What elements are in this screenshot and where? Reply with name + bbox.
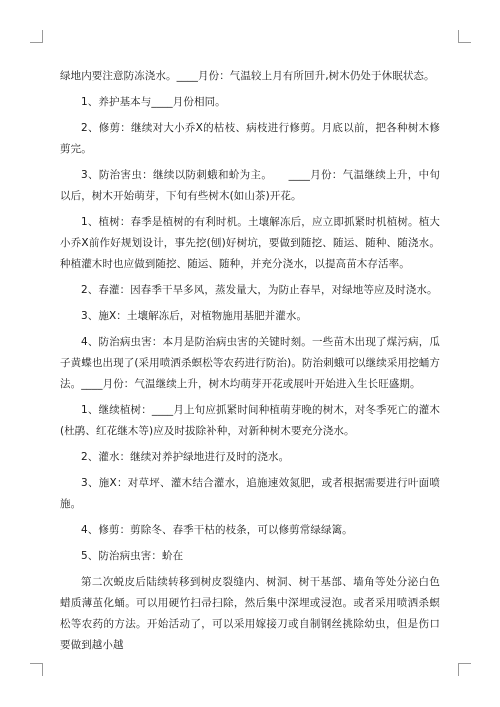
paragraph-continuation: 绿地内要注意防冻浇水。____月份：气温较上月有所回升,树木仍处于休眠状态。 bbox=[60, 70, 435, 82]
paragraph-item: 1、继续植树：____月上旬应抓紧时间种植萌芽晚的树木，对冬季死亡的灌木(杜鹃、红花继木等)应及时拔除补种，对新种树木要充分浇水。 bbox=[60, 404, 440, 437]
paragraph-item: 5、防治病虫害：蚧在 bbox=[81, 550, 184, 562]
paragraph-item: 3、防治害虫：继续以防刺蛾和蚧为主。 ____月份：气温继续上升，中旬以后，树木开始萌芽，下旬有些树木(如山茶)开花。 bbox=[60, 169, 440, 202]
paragraph-item: 4、防治病虫害：本月是防治病虫害的关键时刻。一些苗木出现了煤污病，瓜子黄蝶也出现了(采用喷洒杀螟松等农药进行防治)。防治刺蛾可以继续采用挖蛹方法。____月份：气温继续上升，树木均萌芽开花或展叶开始进入生长旺盛期。 bbox=[60, 336, 440, 390]
paragraph-item: 3、施X：对草坪、灌木结合灌水，追施速效氮肥，或者根据需要进行叶面喷施。 bbox=[60, 477, 440, 510]
paragraph-item: 2、灌水：继续对养护绿地进行及时的浇水。 bbox=[81, 451, 290, 463]
document-body bbox=[60, 66, 440, 661]
paragraph-item: 1、植树：春季是植树的有利时机。土壤解冻后，应立即抓紧时机植树。植大小乔X前作好规划设计，事先挖(刨)好树坑，要做到随挖、随运、随种、随浇水。种植灌木时也应做到随挖、随运、随种，并充分浇水，以提高苗木存活率。 bbox=[60, 216, 440, 270]
crop-mark-top-left bbox=[30, 30, 43, 43]
paragraph-item: 4、修剪：剪除冬、春季干枯的枝条，可以修剪常绿绿篱。 bbox=[81, 524, 353, 536]
crop-mark-top-right bbox=[458, 30, 471, 43]
paragraph-item: 2、春灌：因春季干旱多风，蒸发量大，为防止春旱，对绿地等应及时浇水。 bbox=[81, 284, 438, 296]
crop-mark-bottom-left bbox=[30, 663, 43, 676]
paragraph-item: 3、施X：土壤解冻后，对植物施用基肥并灌水。 bbox=[81, 310, 308, 322]
paragraph-item: 2、修剪：继续对大小乔X的枯枝、病枝进行修剪。月底以前，把各种树木修剪完。 bbox=[60, 122, 440, 155]
paragraph-item: 1、养护基本与____月份相同。 bbox=[81, 96, 226, 108]
crop-mark-bottom-right bbox=[458, 663, 471, 676]
paragraph-item: 第二次蜕皮后陆续转移到树皮裂缝内、树洞、树干基部、墙角等处分泌白色蜡质薄茧化蛹。可以用硬竹扫帚扫除，然后集中深埋或浸泡。或者采用喷洒杀螟松等农药的方法。开始活动了，可以采用嫁接刀或自制钢丝挑除幼虫，但是伤口要做到越小越 bbox=[60, 576, 440, 651]
